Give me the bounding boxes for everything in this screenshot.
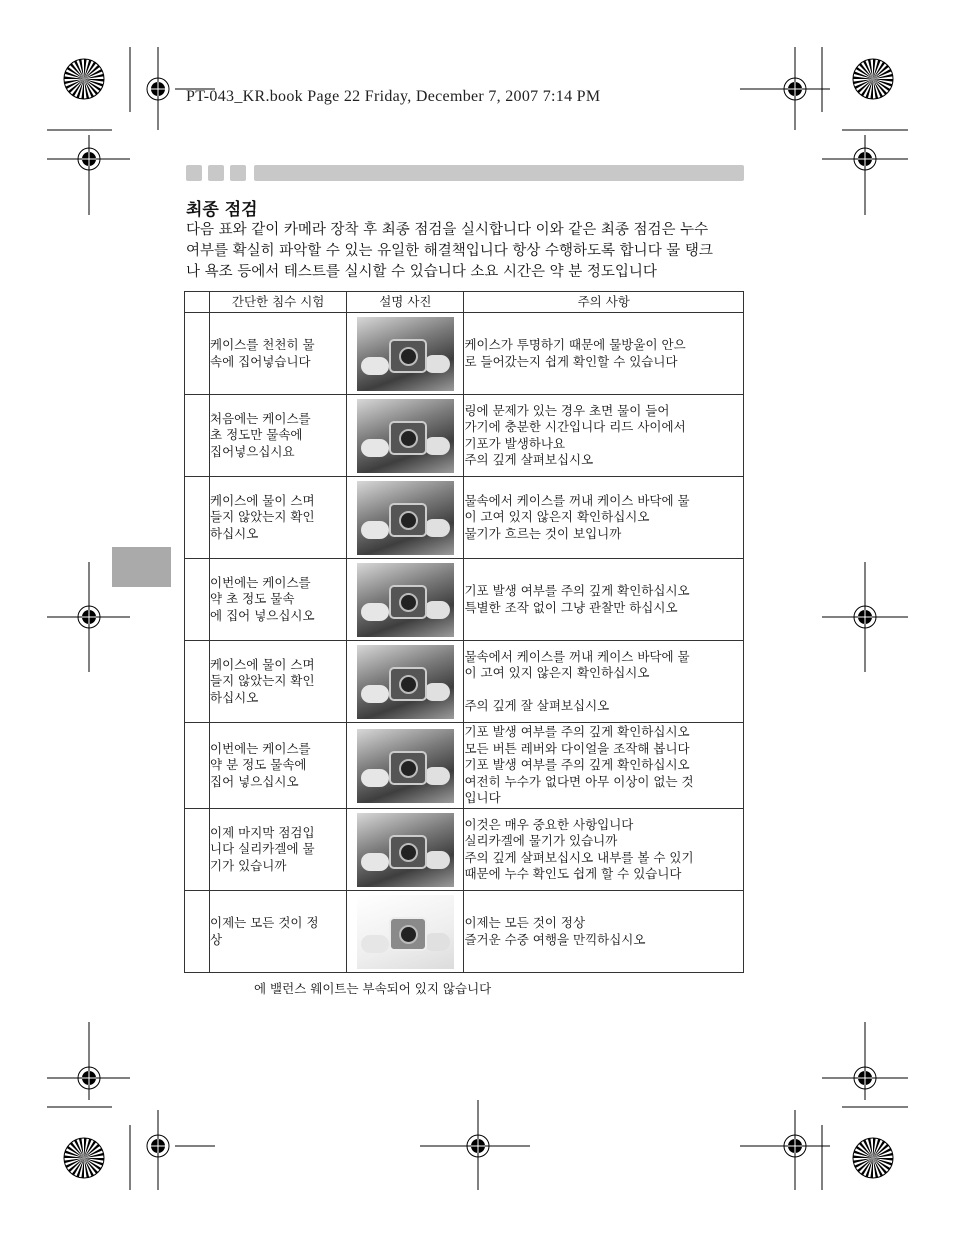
note-cell: 이제는 모든 것이 정상 즐거운 수중 여행을 만끽하십시오	[464, 891, 744, 973]
photo-cell	[347, 395, 464, 477]
footnote: 에 밸런스 웨이트는 부속되어 있지 않습니다	[254, 981, 492, 996]
starburst-mark	[64, 1138, 104, 1178]
photo-cell	[347, 477, 464, 559]
starburst-mark	[853, 1138, 893, 1178]
step-cell	[185, 559, 210, 641]
step-cell	[185, 313, 210, 395]
starburst-mark	[853, 59, 893, 99]
note-cell: 물속에서 케이스를 꺼내 케이스 바닥에 물 이 고여 있지 않은지 확인하십시오 물기가 흐르는 것이 보입니까	[464, 477, 744, 559]
table-row	[185, 891, 744, 973]
step-cell	[185, 891, 210, 973]
leak-test-table	[184, 291, 744, 973]
test-step-cell: 이번에는 케이스를 약 초 정도 물속 에 집어 넣으십시오	[210, 559, 347, 641]
page-header: PT-043_KR.book Page 22 Friday, December 7, 2007 7:14 PM	[186, 88, 601, 105]
test-step-cell: 케이스에 물이 스며 들지 않았는지 확인 하십시오	[210, 641, 347, 723]
header-notes: 주의 사항	[464, 292, 744, 313]
note-cell: 기포 발생 여부를 주의 깊게 확인하십시오 모든 버튼 레버와 다이얼을 조작해 봅니다 기포 발생 여부를 주의 깊게 확인하십시오 여전히 누수가 없다면 아무 이상이 없는 것 입니다	[464, 723, 744, 809]
photo-case-underwater	[357, 399, 454, 473]
photo-hands-lowering-case	[357, 317, 454, 391]
table-row	[185, 313, 744, 395]
table-row	[185, 723, 744, 809]
chapter-tab	[112, 547, 171, 587]
header-photo: 설명 사진	[347, 292, 464, 313]
step-cell	[185, 395, 210, 477]
photo-cell	[347, 559, 464, 641]
intro-line: 나 욕조 등에서 테스트를 실시할 수 있습니다 소요 시간은 약 분 정도입니다	[186, 264, 657, 280]
table-row	[185, 641, 744, 723]
table-row	[185, 559, 744, 641]
step-cell	[185, 809, 210, 891]
step-cell	[185, 477, 210, 559]
header-step	[185, 292, 210, 313]
note-cell: 이것은 매우 중요한 사항입니다 실리카겔에 물기가 있습니까 주의 깊게 살펴보십시오 내부를 볼 수 있기 때문에 누수 확인도 쉽게 할 수 있습니다	[464, 809, 744, 891]
note-cell: 링에 문제가 있는 경우 초면 물이 들어 가기에 충분한 시간입니다 리드 사이에서 기포가 발생하나요 주의 깊게 살펴보십시오	[464, 395, 744, 477]
test-step-cell: 케이스를 천천히 물 속에 집어넣습니다	[210, 313, 347, 395]
table-row	[185, 395, 744, 477]
photo-cell	[347, 891, 464, 973]
table-header-row	[185, 292, 744, 313]
photo-case-lifted	[357, 481, 454, 555]
intro-line: 여부를 확실히 파악할 수 있는 유일한 해결책입니다 항상 수행하도록 합니다 물 탱크	[186, 243, 713, 259]
intro-line: 다음 표와 같이 카메라 장착 후 최종 점검을 실시합니다 이와 같은 최종 점검은 누수	[186, 222, 709, 238]
note-cell: 케이스가 투명하기 때문에 물방울이 안으 로 들어갔는지 쉽게 확인할 수 있습니다	[464, 313, 744, 395]
photo-case-dry	[357, 895, 454, 969]
photo-cell	[347, 313, 464, 395]
header-test: 간단한 침수 시험	[210, 292, 347, 313]
test-step-cell: 이제는 모든 것이 정 상	[210, 891, 347, 973]
photo-cell	[347, 723, 464, 809]
table-row	[185, 809, 744, 891]
step-cell	[185, 723, 210, 809]
step-cell	[185, 641, 210, 723]
table-row	[185, 477, 744, 559]
test-step-cell: 이번에는 케이스를 약 분 정도 물속에 집어 넣으십시오	[210, 723, 347, 809]
intro-paragraph	[186, 220, 746, 283]
photo-case-underwater-2	[357, 563, 454, 637]
test-step-cell: 이제 마지막 점검입 니다 실리카겔에 물 기가 있습니까	[210, 809, 347, 891]
photo-case-underwater-3	[357, 729, 454, 803]
test-step-cell: 처음에는 케이스를 초 정도만 물속에 집어넣으십시요	[210, 395, 347, 477]
note-cell: 기포 발생 여부를 주의 깊게 확인하십시오 특별한 조작 없이 그냥 관찰만 하십시오	[464, 559, 744, 641]
photo-case-lifted-3	[357, 813, 454, 887]
note-cell: 물속에서 케이스를 꺼내 케이스 바닥에 물 이 고여 있지 않은지 확인하십시오 주의 깊게 잘 살펴보십시오	[464, 641, 744, 723]
starburst-mark	[64, 59, 104, 99]
photo-cell	[347, 809, 464, 891]
test-step-cell: 케이스에 물이 스며 들지 않았는지 확인 하십시오	[210, 477, 347, 559]
photo-case-lifted-2	[357, 645, 454, 719]
section-title: 최종 점검	[186, 200, 258, 220]
photo-cell	[347, 641, 464, 723]
